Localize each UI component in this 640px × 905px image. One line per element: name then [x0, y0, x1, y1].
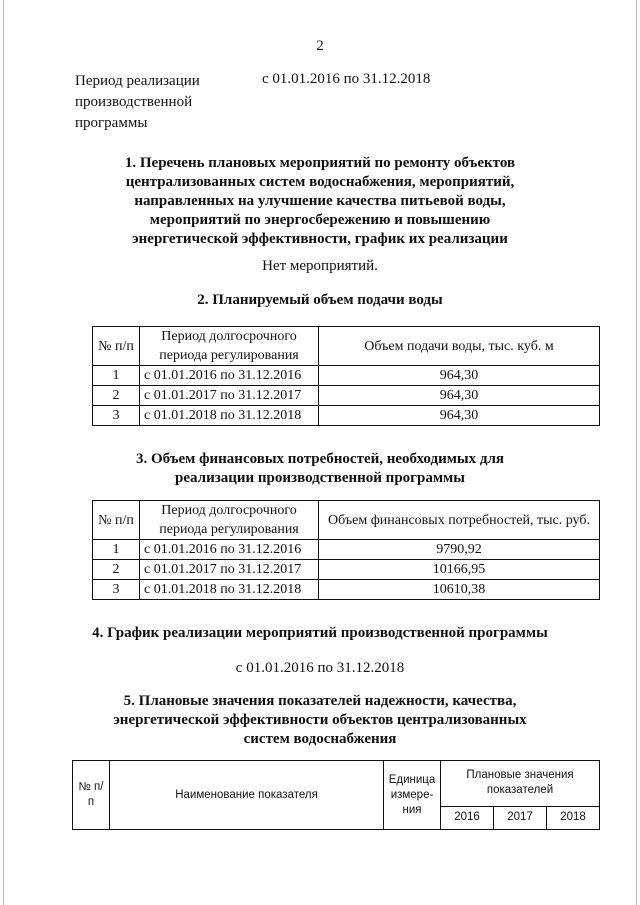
- section5-title-line: 5. Плановые значения показателей надежности, качества,: [123, 693, 517, 709]
- cell-period: с 01.01.2017 по 31.12.2017: [140, 386, 319, 406]
- indicators-table: [72, 760, 600, 830]
- header-period: Период долгосрочного периода регулирования: [140, 327, 319, 366]
- table-row: [93, 580, 600, 600]
- table-row: [93, 366, 600, 386]
- table-header-row: [93, 327, 600, 366]
- section3-title-line: 3. Объем финансовых потребностей, необходимых для: [135, 451, 505, 467]
- period-label: [75, 71, 245, 134]
- header-volume: Объем подачи воды, тыс. куб. м: [319, 327, 600, 366]
- table-header-row: [93, 501, 600, 540]
- header-year: 2017: [494, 806, 547, 830]
- cell-amount: 9790,92: [319, 540, 600, 560]
- header-period: Период долгосрочного периода регулирования: [140, 501, 319, 540]
- section4-title: 4. График реализации мероприятий производственной программы: [92, 625, 548, 641]
- cell-period: с 01.01.2016 по 31.12.2016: [140, 540, 319, 560]
- section4-period: с 01.01.2016 по 31.12.2018: [235, 660, 405, 676]
- cell-period: с 01.01.2018 по 31.12.2018: [140, 580, 319, 600]
- cell-num: 1: [93, 366, 140, 386]
- table-row: [93, 386, 600, 406]
- header-amount: Объем финансовых потребностей, тыс. руб.: [319, 501, 600, 540]
- header-unit: Единица измере-ния: [384, 761, 441, 830]
- financial-needs-table: [92, 500, 600, 600]
- header-planned-values: Плановые значения показателей: [441, 761, 600, 807]
- section5-title-line: систем водоснабжения: [243, 731, 397, 747]
- cell-num: 3: [93, 580, 140, 600]
- section1-title-line: направленных на улучшение качества питьевой воды,: [134, 193, 506, 209]
- period-label-line: Период реализации: [75, 73, 200, 89]
- cell-volume: 964,30: [319, 406, 600, 426]
- page-number: 2: [316, 38, 324, 54]
- header-year: 2018: [547, 806, 600, 830]
- section1-title-line: мероприятий по энергосбережению и повышению: [149, 212, 491, 228]
- section1-note: Нет мероприятий.: [262, 258, 378, 274]
- section2-title: 2. Планируемый объем подачи воды: [197, 292, 443, 308]
- header-year: 2016: [441, 806, 494, 830]
- table-header-row: [73, 761, 600, 807]
- cell-num: 3: [93, 406, 140, 426]
- section3-title-line: реализации производственной программы: [175, 470, 465, 486]
- cell-volume: 964,30: [319, 366, 600, 386]
- section1-title-line: 1. Перечень плановых мероприятий по ремонту объектов: [124, 155, 516, 171]
- section5-title-line: энергетической эффективности объектов централизованных: [113, 712, 527, 728]
- cell-period: с 01.01.2016 по 31.12.2016: [140, 366, 319, 386]
- header-indicator-name: Наименование показателя: [110, 761, 384, 830]
- section1-title-line: энергетической эффективности, график их реализации: [132, 231, 508, 247]
- period-value: с 01.01.2016 по 31.12.2018: [262, 71, 431, 87]
- water-supply-table: [92, 326, 600, 426]
- header-num: № п/п: [93, 327, 140, 366]
- table-row: [93, 540, 600, 560]
- table-row: [93, 560, 600, 580]
- section1-title-line: централизованных систем водоснабжения, мероприятий,: [125, 174, 515, 190]
- cell-period: с 01.01.2017 по 31.12.2017: [140, 560, 319, 580]
- period-label-line: программы: [75, 115, 148, 131]
- cell-amount: 10610,38: [319, 580, 600, 600]
- section5-title: [0, 692, 640, 749]
- section1-title: [0, 154, 640, 249]
- cell-period: с 01.01.2018 по 31.12.2018: [140, 406, 319, 426]
- header-num: № п/п: [93, 501, 140, 540]
- cell-num: 2: [93, 386, 140, 406]
- cell-volume: 964,30: [319, 386, 600, 406]
- cell-num: 2: [93, 560, 140, 580]
- header-num: № п/п: [73, 761, 110, 830]
- table-row: [93, 406, 600, 426]
- cell-num: 1: [93, 540, 140, 560]
- section3-title: [0, 450, 640, 488]
- period-label-line: производственной: [75, 94, 193, 110]
- cell-amount: 10166,95: [319, 560, 600, 580]
